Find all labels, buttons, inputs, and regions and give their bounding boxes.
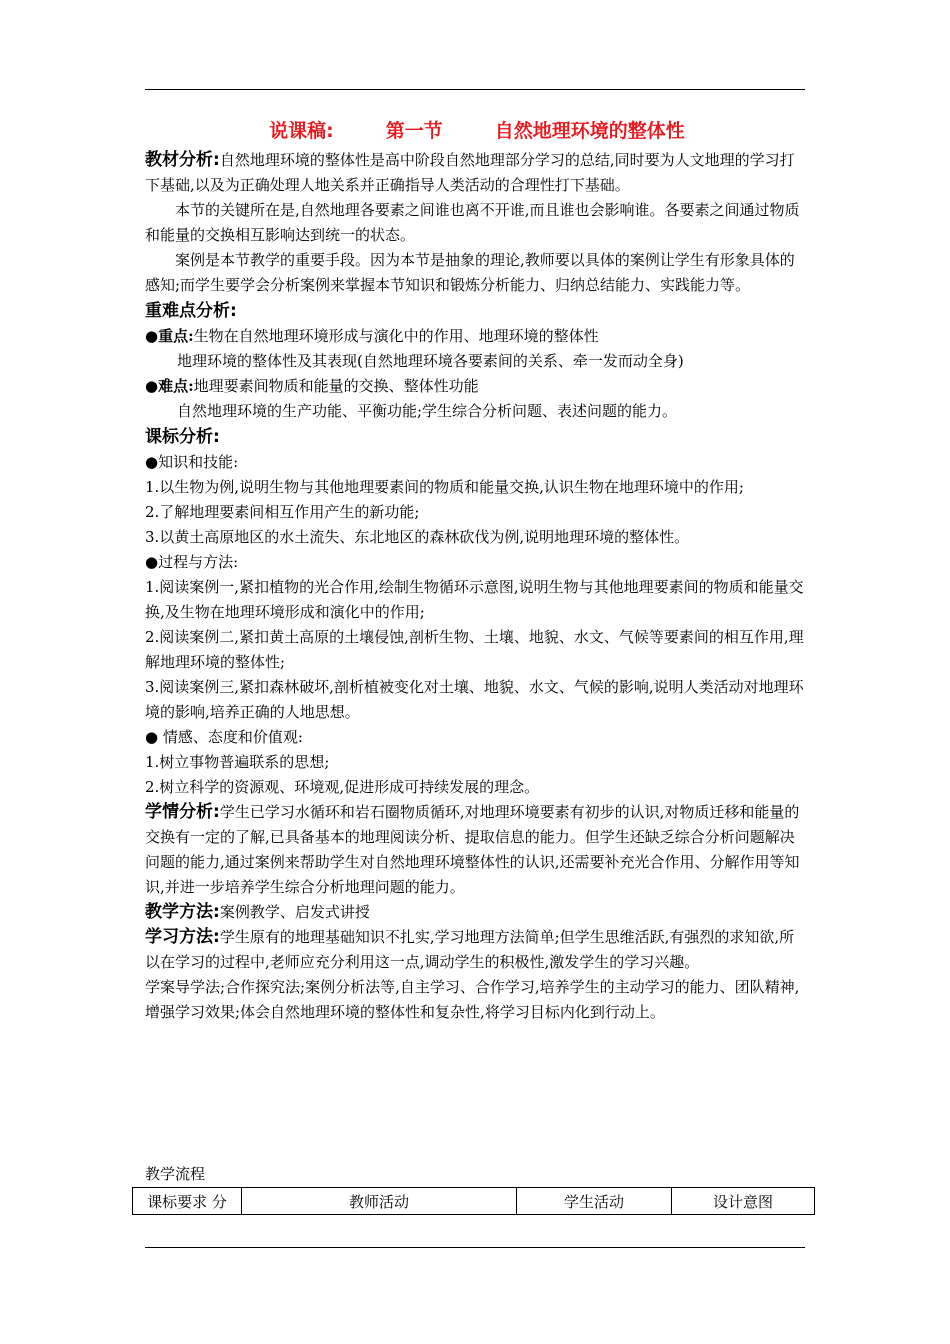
student-analysis-text: 学生已学习水循环和岩石圈物质循环,对地理环境要素有初步的认识,对物质迁移和能量的交换有一定的了解,已具备基本的地理阅读分析、提取信息的能力。但学生还缺乏综合分析问题解决问题的能力,通过案例来帮助学生对自然地理环境整体性的认识,还需要补充光合作用、分解作用等知识,并进一步培养学生综合分析地理问题的能力。 (145, 803, 800, 896)
key-difficult-heading: 重难点分析: (145, 301, 237, 321)
title-prefix: 说课稿: (269, 120, 334, 142)
table-header-cell: 设计意图 (672, 1188, 815, 1215)
page-title (145, 118, 809, 144)
teaching-method-text: 案例教学、启发式讲授 (219, 903, 370, 921)
process-method-heading: ●过程与方法: (145, 553, 239, 571)
textbook-analysis-text: 自然地理环境的整体性是高中阶段自然地理部分学习的总结,同时要为人文地理的学习打下基础,以及为正确处理人地关系并正确指导人类活动的合理性打下基础。 (145, 151, 795, 194)
process-item: 1.阅读案例一,紧扣植物的光合作用,绘制生物循环示意图,说明生物与其他地理要素间的物质和能量交换,及生物在地理环境形成和演化中的作用; (145, 578, 804, 621)
table-header-cell: 课标要求 分 (133, 1188, 242, 1215)
header-rule (145, 89, 805, 90)
learning-method-text: 学生原有的地理基础知识不扎实,学习地理方法简单;但学生思维活跃,有强烈的求知欲,所以在学习的过程中,老师应充分利用这一点,调动学生的积极性,激发学生的学习兴趣。 (145, 928, 795, 971)
knowledge-skills-heading: ●知识和技能: (145, 453, 239, 471)
textbook-analysis-paragraph (145, 148, 809, 198)
teaching-flow-label: 教学流程 (145, 1165, 206, 1183)
teaching-method-heading: 教学方法: (145, 902, 220, 922)
curriculum-heading: 课标分析: (145, 427, 220, 447)
difficult-point-label: ●难点: (145, 377, 194, 395)
textbook-analysis-p3: 案例是本节教学的重要手段。因为本节是抽象的理论,教师要以具体的案例让学生有形象具体的感知;而学生要学会分析案例来掌握本节知识和锻炼分析能力、归纳总结能力、实践能力等。 (145, 251, 795, 294)
student-analysis-paragraph (145, 800, 809, 900)
learning-method-paragraph (145, 925, 809, 975)
key-point-label: ●重点: (145, 327, 194, 345)
table-header-row (133, 1188, 815, 1215)
textbook-analysis-heading: 教材分析: (145, 150, 220, 170)
knowledge-item: 3.以黄土高原地区的水土流失、东北地区的森林砍伐为例,说明地理环境的整体性。 (145, 528, 690, 546)
knowledge-item: 2.了解地理要素间相互作用产生的新功能; (145, 503, 420, 521)
title-section: 第一节 (385, 120, 443, 142)
values-item: 2.树立科学的资源观、环境观,促进形成可持续发展的理念。 (145, 778, 540, 796)
process-item: 3.阅读案例三,紧扣森林破坏,剖析植被变化对土壤、地貌、水文、气候的影响,说明人类活动对地理环境的影响,培养正确的人地思想。 (145, 678, 804, 721)
key-point-sub: 地理环境的整体性及其表现(自然地理环境各要素间的关系、牵一发而动全身) (177, 352, 684, 370)
teaching-method-paragraph (145, 900, 809, 925)
knowledge-item: 1.以生物为例,说明生物与其他地理要素间的物质和能量交换,认识生物在地理环境中的作用; (145, 478, 744, 496)
learning-method-heading: 学习方法: (145, 927, 220, 947)
document-body (145, 118, 809, 1025)
key-point-line (145, 324, 809, 349)
textbook-analysis-p2: 本节的关键所在是,自然地理各要素之间谁也离不开谁,而且谁也会影响谁。各要素之间通过物质和能量的交换相互影响达到统一的状态。 (145, 201, 800, 244)
difficult-point-text: 地理要素间物质和能量的交换、整体性功能 (193, 377, 479, 395)
key-point-text: 生物在自然地理环境形成与演化中的作用、地理环境的整体性 (193, 327, 599, 345)
difficult-point-line (145, 374, 809, 399)
values-item: 1.树立事物普遍联系的思想; (145, 753, 330, 771)
footer-rule (145, 1247, 805, 1248)
title-topic: 自然地理环境的整体性 (494, 120, 685, 142)
table-header-cell: 教师活动 (242, 1188, 517, 1215)
table-header-cell: 学生活动 (517, 1188, 672, 1215)
learning-method-p2: 学案导学法;合作探究法;案例分析法等,自主学习、合作学习,培养学生的主动学习的能力、团队精神,增强学习效果;体会自然地理环境的整体性和复杂性,将学习目标内化到行动上。 (145, 978, 800, 1021)
process-item: 2.阅读案例二,紧扣黄土高原的土壤侵蚀,剖析生物、土壤、地貌、水文、气候等要素间的相互作用,理解地理环境的整体性; (145, 628, 804, 671)
teaching-flow-table (132, 1187, 815, 1215)
difficult-point-sub: 自然地理环境的生产功能、平衡功能;学生综合分析问题、表述问题的能力。 (177, 402, 678, 420)
values-heading: ● 情感、态度和价值观: (145, 728, 303, 746)
student-analysis-heading: 学情分析: (145, 802, 220, 822)
